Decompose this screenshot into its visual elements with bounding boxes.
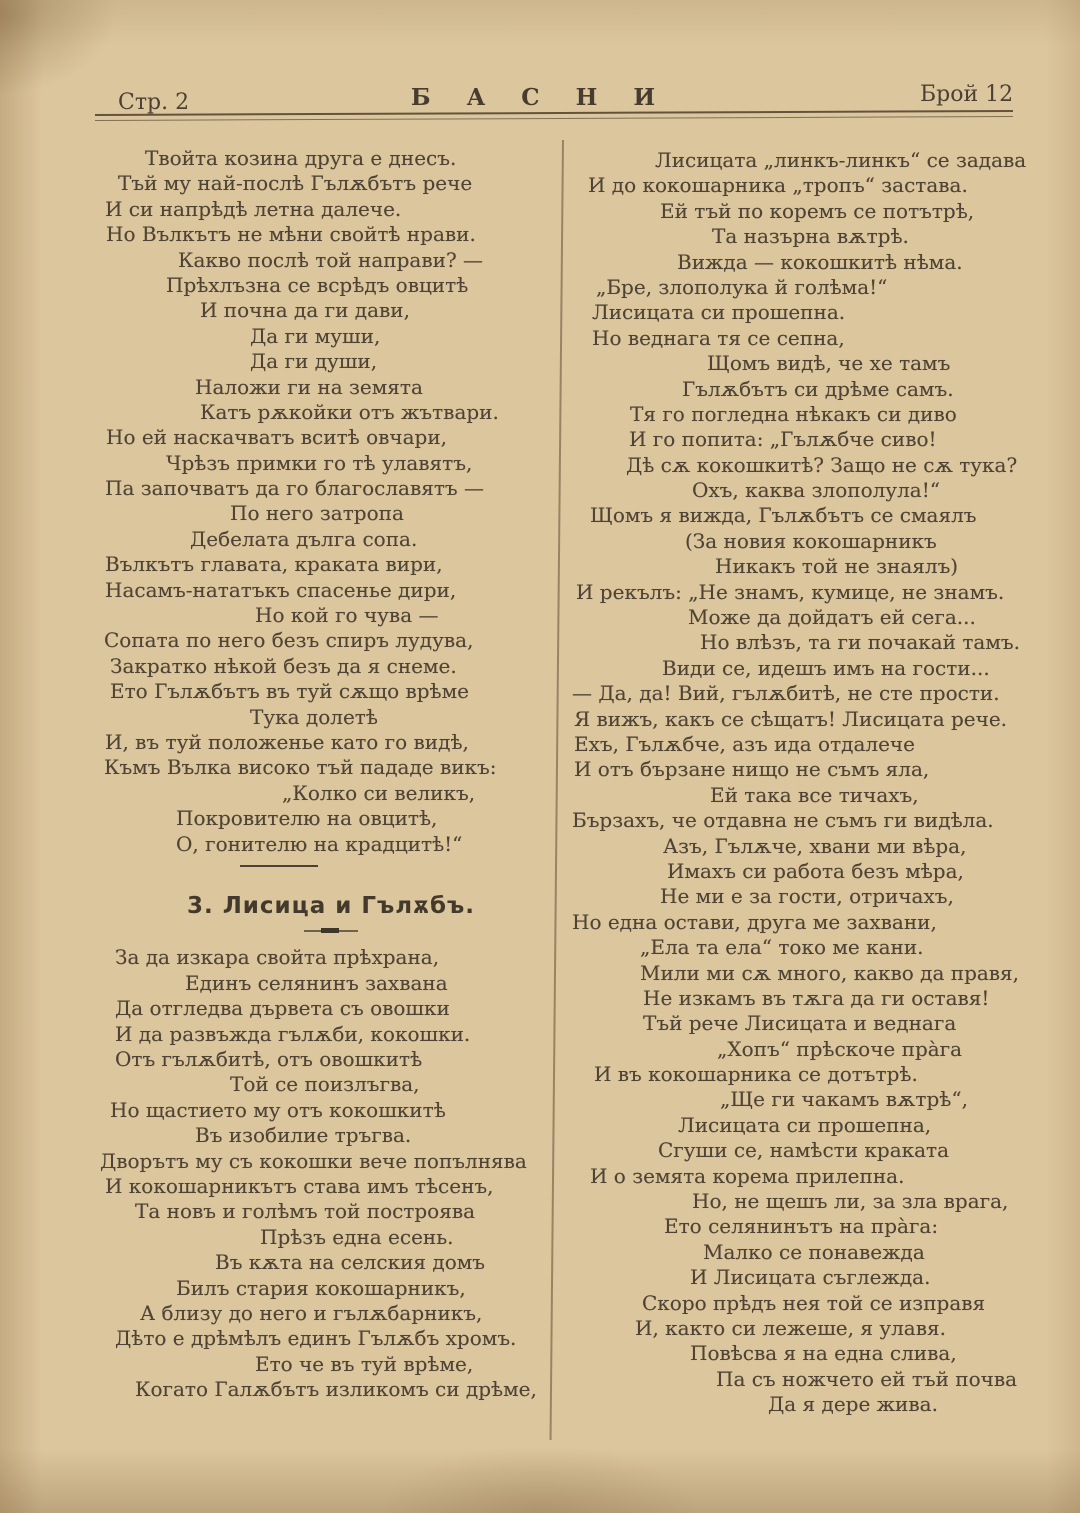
poem-line: Ето селянинътъ на пра̀га: — [664, 1214, 939, 1239]
fable-end-divider — [240, 865, 318, 868]
poem-line: И Лисицата съглежда. — [690, 1265, 931, 1290]
poem-line: И въ кокошарника се дотътрѣ. — [594, 1062, 918, 1087]
poem-line: Сгуши се, намѣсти краката — [658, 1138, 950, 1163]
poem-line: Когато Галѫбътъ изликомъ си дрѣме, — [135, 1377, 537, 1402]
poem-line: Скоро прѣдъ нея той се изправя — [642, 1290, 986, 1315]
poem-line: Па съ ножчето ей тъй почва — [716, 1366, 1018, 1391]
poem-line: Наложи ги на земята — [195, 374, 423, 399]
poem-line: Тъй рече Лисицата и веднага — [643, 1011, 957, 1036]
poem-line: Лисицата си прошепна. — [592, 300, 846, 325]
poem-line: Чрѣзъ примки го тѣ улавятъ, — [166, 450, 473, 475]
poem-line: „Колко си великъ, — [282, 780, 476, 805]
poem-line: Сопата по него безъ спиръ лудува, — [104, 628, 474, 653]
poem-line: Катъ рѫкойки отъ жътвари. — [200, 399, 499, 424]
poem-line: Но влѣзъ, та ги почакай тамъ. — [700, 630, 1020, 655]
poem-line: Да ги души, — [250, 349, 378, 374]
poem-line: И рекълъ: „Не знамъ, кумице, не знамъ. — [576, 579, 1005, 604]
poem-line: Но ей наскачватъ вситѣ овчари, — [106, 425, 448, 450]
poem-line: (За новия кокошарникъ — [685, 528, 937, 553]
poem-line: Билъ стария кокошарникъ, — [176, 1275, 466, 1300]
poem-line: Но веднага тя се сепна, — [592, 325, 845, 350]
poem-line: Малко се понавежда — [703, 1239, 925, 1264]
poem-line: Дебелата дълга сопа. — [190, 526, 418, 551]
poem-line: Но Вълкътъ не мѣни свойтѣ нрави. — [106, 222, 476, 247]
poem-line: А близу до него и гълѫбарникъ, — [140, 1300, 483, 1325]
heading-ornament — [304, 930, 358, 932]
poem-line: Покровителю на овцитѣ, — [176, 806, 438, 831]
poem-line: Щомъ я вижда, Гълѫбътъ се смаялъ — [590, 503, 977, 528]
poem-line: Вълкътъ главата, краката вири, — [105, 552, 443, 577]
poem-line: Въ кѫта на селския домъ — [215, 1250, 486, 1275]
poem-line: Никакъ той не знаялъ) — [715, 554, 959, 579]
fable3-lines — [100, 945, 562, 1402]
poem-line: Ето Гълѫбътъ въ туй сѫщо врѣме — [110, 679, 470, 704]
poem-line: Бързахъ, че отдавна не съмъ ги видѣла. — [572, 808, 994, 833]
poem-line: Твойта козина друга е днесъ. — [145, 146, 457, 170]
journal-title: Б А С Н И — [410, 84, 670, 111]
poem-line: Прѣхлъзна се всрѣдъ овцитѣ — [166, 272, 469, 297]
poem-line: Не ми е за гости, отричахъ, — [660, 884, 954, 909]
poem-line: Дѣто е дрѣмѣлъ единъ Гълѫбъ хромъ. — [115, 1326, 517, 1351]
poem-line: Да ги муши, — [250, 323, 381, 348]
poem-line: И го попита: „Гълѫбче сиво! — [629, 427, 937, 452]
poem-line: „Бре, злополука й голѣма!“ — [596, 274, 888, 299]
poem-line: Ей тъй по коремъ се потътрѣ, — [660, 198, 975, 223]
poem-line: По него затропа — [230, 501, 404, 526]
poem-line: Та назърна вѫтрѣ. — [712, 224, 909, 249]
poem-line: Види се, идешъ имъ на гости... — [662, 655, 990, 680]
poem-line: Къмъ Вълка високо тъй пададе викъ: — [104, 755, 497, 780]
right-column — [572, 148, 1044, 1418]
poem-line: Единъ селянинъ захвана — [185, 970, 448, 995]
poem-line: Тука долетѣ — [250, 704, 378, 729]
poem-line: Да я дере жива. — [768, 1392, 938, 1417]
issue-number-label: Брой 12 — [920, 82, 1014, 107]
poem-line: Но, не щешъ ли, за зла врага, — [692, 1189, 1009, 1214]
poem-line: Азъ, Гълѫче, хвани ми вѣра, — [663, 833, 967, 858]
poem-line: „Хопъ“ прѣскоче пра̀га — [717, 1036, 963, 1061]
poem-line: Но една остави, друга ме захвани, — [572, 909, 937, 934]
poem-line: Прѣзъ една есень. — [260, 1224, 454, 1249]
poem-line: Мили ми сѫ много, какво да правя, — [640, 960, 1020, 985]
poem-line: И почна да ги дави, — [200, 298, 410, 323]
poem-line: Тъй му най-послѣ Гълѫбътъ рече — [118, 171, 473, 196]
poem-line: Ето че въ туй врѣме, — [255, 1351, 474, 1376]
poem-line: Па започватъ да го благославятъ — — [105, 476, 484, 501]
page-number-label: Стр. 2 — [118, 90, 190, 115]
poem-line: — Да, да! Вий, гълѫбитѣ, не сте прости. — [572, 681, 1000, 706]
poem-line: Насамъ-нататъкъ спасенье дири, — [105, 577, 457, 602]
poem-line: Гълѫбътъ си дрѣме самъ. — [682, 376, 954, 401]
poem-line: Тя го погледна нѣкакъ си диво — [630, 401, 957, 426]
poem-line: Вижда — кокошкитѣ нѣма. — [677, 249, 963, 274]
poem-line: Какво послѣ той направи? — — [178, 247, 484, 272]
poem-line: „Ще ги чакамъ вѫтрѣ“, — [720, 1087, 968, 1112]
poem-line: Имахъ си работа безъ мѣра, — [667, 858, 964, 883]
poem-line: Лисицата „линкъ-линкъ“ се задава — [655, 148, 1027, 172]
poem-line: Въ изобилие тръгва. — [195, 1123, 412, 1148]
poem-line: „Ела та ела“ токо ме кани. — [640, 935, 924, 960]
poem-line: Отъ гълѫбитѣ, отъ овошкитѣ — [115, 1047, 423, 1071]
poem-line: И, както си лежеше, я улавя. — [635, 1315, 946, 1340]
poem-line: Но щастието му отъ кокошкитѣ — [110, 1097, 446, 1122]
poem-line: И, въ туй положенье като го видѣ, — [105, 729, 469, 754]
poem-line: Той се поизлъгва, — [230, 1072, 420, 1097]
poem-line: Дворътъ му съ кокошки вече попълнява — [100, 1148, 527, 1173]
poem-line: О, гонителю на крадцитѣ!“ — [176, 831, 463, 856]
section-heading: 3. Лисица и Гълѫбъ. — [186, 893, 476, 920]
poem-line: И кокошарникътъ става имъ тѣсенъ, — [105, 1173, 494, 1198]
poem-line: Щомъ видѣ, че хе тамъ — [707, 351, 951, 376]
poem-line: И о земята корема прилепна. — [590, 1163, 905, 1188]
poem-line: Ей така все тичахъ, — [710, 782, 919, 807]
fable2-lines — [100, 146, 562, 857]
poem-line: Охъ, каква злополула!“ — [692, 478, 940, 503]
poem-line: И до кокошарника „тропъ“ застава. — [588, 173, 968, 198]
poem-line: Дѣ сѫ кокошкитѣ? Защо не сѫ тука? — [626, 452, 1018, 477]
poem-line: И отъ бързане нищо не съмъ яла, — [574, 757, 930, 782]
poem-line: Закратко нѣкой безъ да я снеме. — [110, 653, 457, 678]
poem-line: И да развъжда гълѫби, кокошки. — [115, 1021, 471, 1046]
poem-line: За да изкара свойта прѣхрана, — [115, 945, 440, 970]
header-double-rule — [95, 110, 1013, 121]
right-column-lines — [572, 148, 1044, 1418]
poem-line: Не изкамъ въ тѫга да ги оставя! — [643, 985, 990, 1010]
poem-line: И си напрѣдѣ летна далече. — [105, 196, 402, 221]
poem-line: Ехъ, Гълѫбче, азъ ида отдалече — [574, 731, 915, 756]
poem-line: Може да дойдатъ ей сега... — [688, 605, 976, 630]
poem-line: Лисицата си прошепна, — [678, 1112, 932, 1137]
left-column — [100, 146, 562, 1402]
poem-line: Повѣсва я на една слива, — [690, 1341, 957, 1366]
poem-line: Да отгледва дървета съ овошки — [115, 996, 450, 1021]
poem-line: Я вижъ, какъ се сѣщатъ! Лисицата рече. — [574, 706, 1008, 731]
poem-line: Но кой го чува — — [255, 603, 439, 628]
poem-line: Та новъ и голѣмъ той построява — [135, 1199, 476, 1224]
